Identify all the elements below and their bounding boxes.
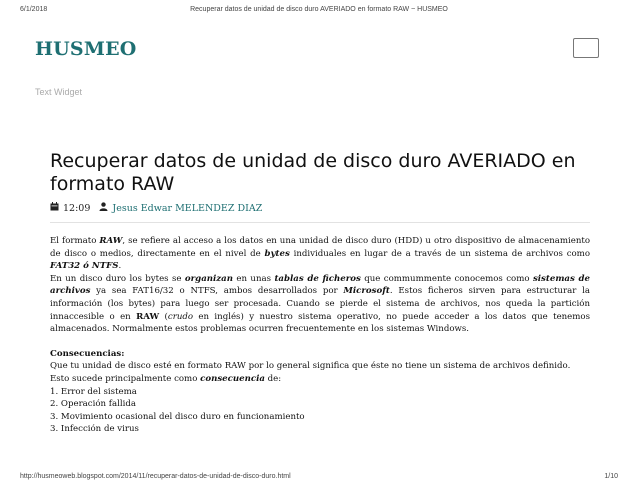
- text-run: Esto sucede principalmente como: [50, 373, 201, 384]
- print-date: 6/1/2018: [20, 6, 48, 13]
- post-author-link[interactable]: Jesus Edwar MELENDEZ DIAZ: [112, 202, 263, 214]
- text-run: El formato: [50, 236, 100, 246]
- text-run: que commummente conocemos como: [360, 273, 533, 284]
- emphasis-consecuencia: consecuencia: [200, 373, 265, 384]
- paragraph-raw-definition: [50, 235, 590, 273]
- print-document-title: Recuperar datos de unidad de disco duro AVERIADO en formato RAW ~ HUSMEO: [190, 6, 448, 13]
- text-run: ya sea FAT16/32 o NTFS, ambos desarrollados por: [90, 286, 344, 297]
- post-title: Recuperar datos de unidad de disco duro AVERIADO en formato RAW: [50, 150, 576, 195]
- list-item: 3. Movimiento ocasional del disco duro en funcionamiento: [50, 411, 305, 422]
- list-item: 2. Operación fallida: [50, 399, 136, 410]
- text-run: de:: [264, 373, 282, 384]
- post-time: 12:09: [63, 202, 91, 214]
- consequences-cause-line: [50, 373, 590, 386]
- text-run: .: [118, 261, 122, 272]
- emphasis-filesystems: FAT32 ó NTFS: [50, 261, 119, 272]
- emphasis-bytes: bytes: [264, 248, 290, 259]
- article: [50, 150, 590, 436]
- paragraph-gap: [50, 336, 590, 348]
- print-footer: [20, 473, 618, 485]
- text-run: . Estos ficheros sirven para estructurar la información (los bytes) para luego ser procesada. Cuando se pierde el sistema de archivos, nos queda la partición innaccesible o en: [50, 286, 590, 322]
- text-run: (: [159, 311, 168, 322]
- site-logo[interactable]: HUSMEO: [35, 38, 137, 60]
- consequences-heading: Consecuencias:: [50, 348, 125, 359]
- hamburger-menu-icon[interactable]: [573, 38, 599, 58]
- emphasis-microsoft: Microsoft: [343, 286, 390, 297]
- paragraph-file-tables: [50, 273, 590, 336]
- text-run: en inglés) y nuestro sistema operativo, no puede acceder a los datos que tenemos almacenados. Normalmente estos problemas ocurren frecuentemente en los sistemas Windows.: [50, 311, 591, 335]
- post-body: [50, 235, 590, 436]
- text-run: en unas: [232, 273, 275, 284]
- print-url: http://husmeoweb.blogspot.com/2014/11/recuperar-datos-de-unidad-de-disco-duro.html: [20, 473, 291, 480]
- text-run: En un disco duro los bytes se: [50, 273, 185, 284]
- print-page-number: 1/10: [604, 473, 618, 480]
- text-run: individuales en lugar de a través de un sistema de archivos como: [289, 248, 591, 259]
- text-widget-label: Text Widget: [35, 87, 83, 97]
- calendar-icon: [50, 202, 59, 214]
- print-header: [20, 6, 618, 18]
- user-icon: [99, 202, 108, 214]
- emphasis-raw: RAW: [99, 236, 123, 246]
- consequences-line: Que tu unidad de disco esté en formato RAW por lo general significa que éste no tiene un sistema de archivos definido.: [50, 361, 571, 372]
- meta-divider: [50, 222, 590, 223]
- list-item: 1. Error del sistema: [50, 386, 137, 397]
- emphasis-sistemas: sistemas de archivos: [50, 273, 590, 297]
- post-meta: [50, 202, 590, 214]
- list-item: 3. Infección de virus: [50, 424, 139, 435]
- emphasis-crudo: crudo: [167, 311, 194, 322]
- text-run: , se refiere al acceso a los datos en una unidad de disco duro (HDD) u otro dispositivo de almacenamiento de disco o medios, directamente en el nivel de: [50, 236, 590, 259]
- emphasis-raw: RAW: [136, 311, 160, 322]
- emphasis-organizan: organizan: [184, 273, 233, 284]
- emphasis-tablas: tablas de ficheros: [274, 273, 361, 284]
